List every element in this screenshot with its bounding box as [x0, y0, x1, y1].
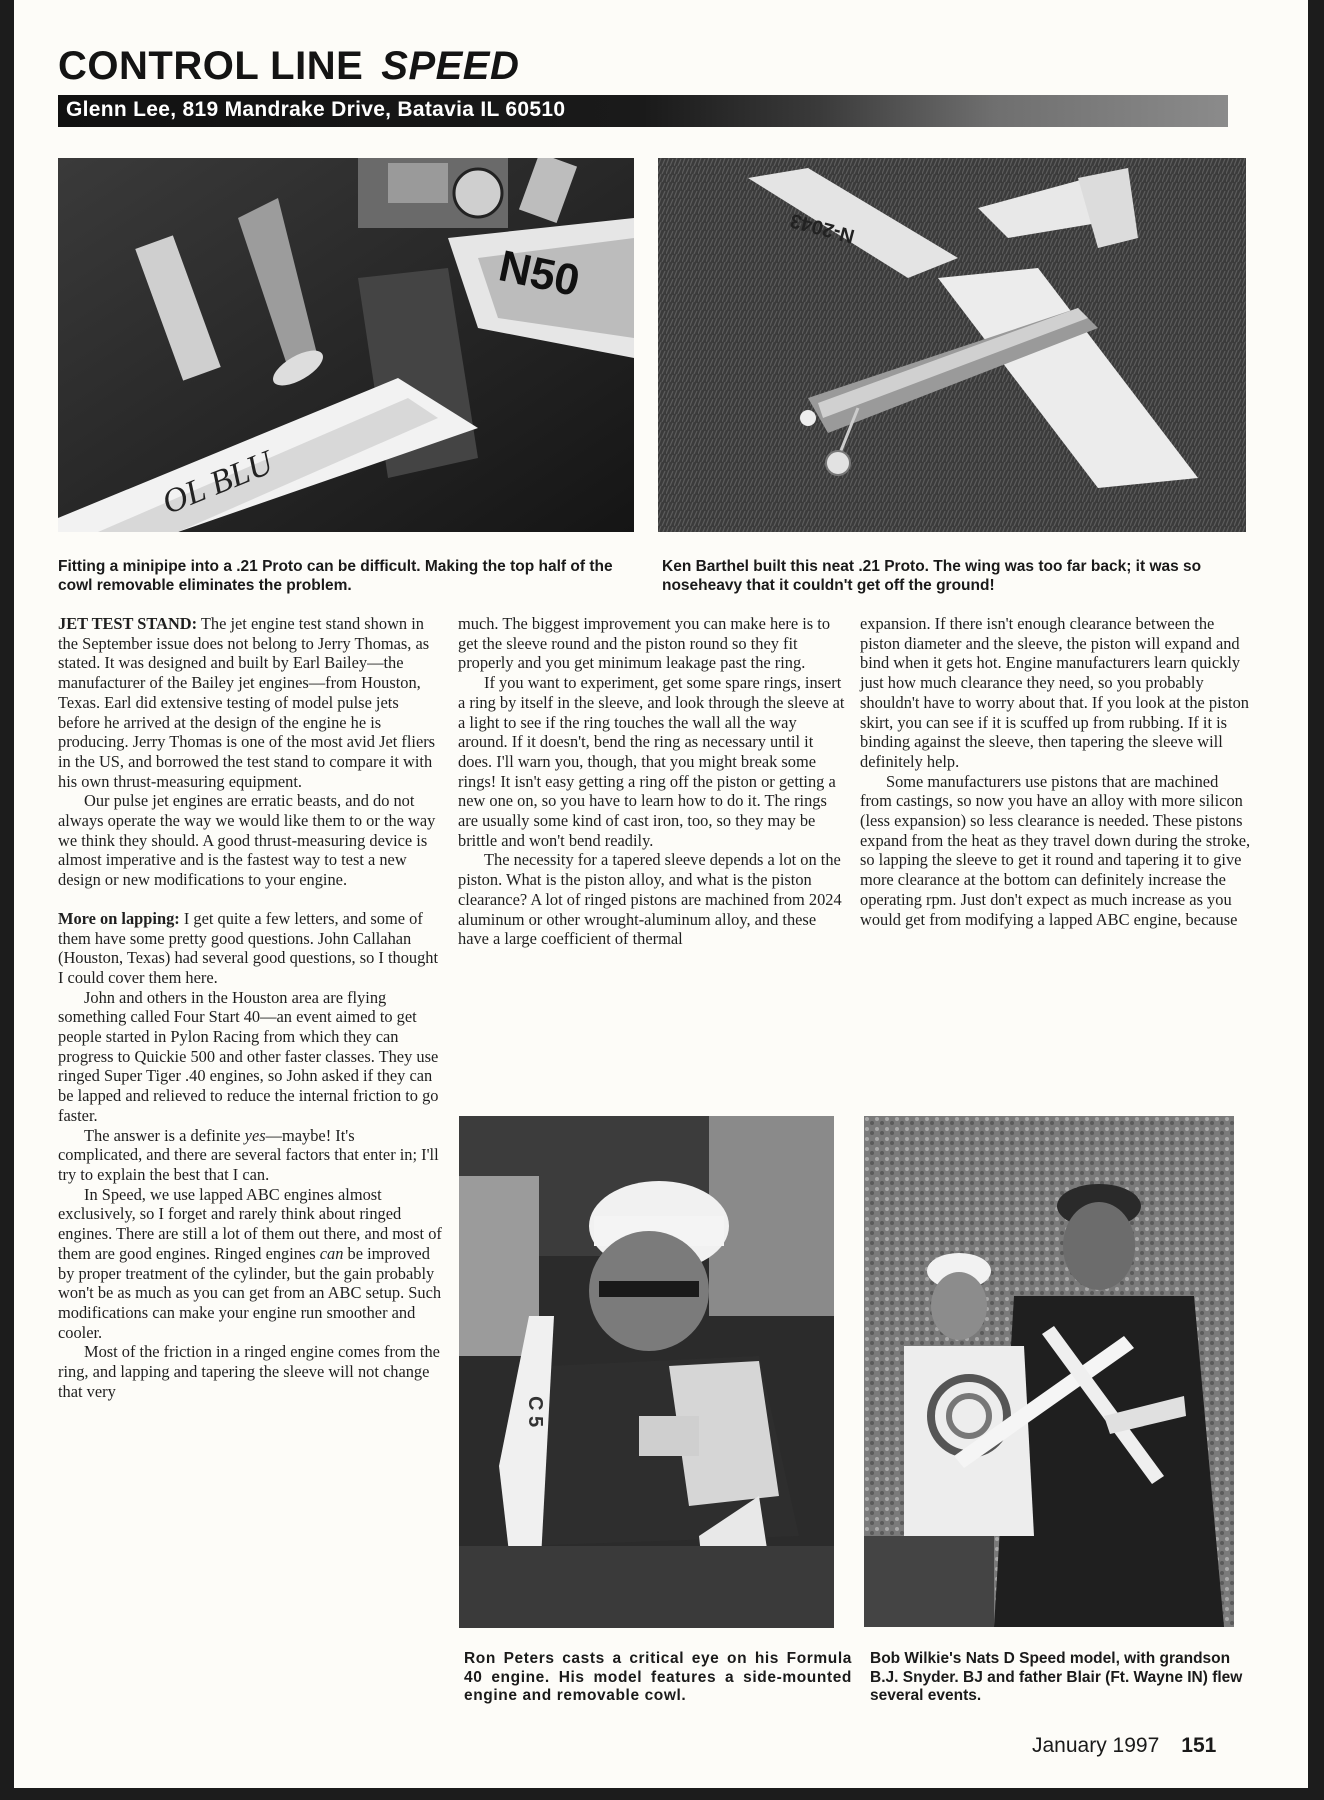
svg-text:OL BLU: OL BLU: [157, 444, 279, 522]
page-number: 151: [1181, 1734, 1217, 1757]
photo-bob-wilkie-image: [864, 1116, 1234, 1627]
svg-text:N50: N50: [494, 241, 584, 307]
title-speed: SPEED: [381, 44, 520, 88]
subhead-more-on-lapping: More on lapping:: [58, 908, 180, 928]
svg-text:C 5: C 5: [524, 1396, 546, 1428]
author-byline: Glenn Lee, 819 Mandrake Drive, Batavia IL 60510: [66, 98, 566, 121]
paragraph: In Speed, we use lapped ABC engines almost exclusively, so I forget and rarely think about ringed engines. There are still a lot of them out there, and most of them are good engines. Ringed engines can be improved by proper treatment of the cylinder, but the gain probably won't be as much as you can get from an ABC setup. Such modifications can make your engine run smoother and cooler.: [58, 1184, 442, 1342]
article-column-2: [458, 614, 850, 949]
photo-engine-cowl-image: [58, 158, 634, 532]
paragraph: If you want to experiment, get some spare rings, insert a ring by itself in the sleeve, and look through the sleeve at a light to see if the ring touches the wall all the way around. If it doesn't, bend the ring as necessary until it does. I'll warn you, though, that you might break some rings! It isn't easy getting a ring off the piston or getting a new one on, so you have to learn how to do it. The rings are usually some kind of cast iron, too, so they may be brittle and won't bend readily.: [458, 673, 845, 850]
caption-proto-on-grass: Ken Barthel built this neat .21 Proto. The wing was too far back; it was so noseheavy that it couldn't get off the ground!: [662, 558, 1202, 594]
paragraph: expansion. If there isn't enough clearance between the piston diameter and the sleeve, the piston will expand and bind when it gets hot. Engine manufacturers learn quickly just how much clearance they need, so you probably shouldn't have to worry about that. If you look at the piston skirt, you can see if it is scuffed up from rubbing. If it is binding against the sleeve, then tapering the sleeve will definitely help.: [860, 614, 1249, 771]
author-banner: [58, 95, 1228, 127]
paragraph: much. The biggest improvement you can make here is to get the sleeve round and the piston round so they fit properly and you get minimum leakage past the ring.: [458, 614, 831, 673]
photo-proto-on-grass: [658, 158, 1246, 532]
photo-proto-on-grass-image: [658, 158, 1246, 532]
caption-engine-cowl: Fitting a minipipe into a .21 Proto can be difficult. Making the top half of the cowl removable eliminates the problem.: [58, 558, 613, 594]
subhead-jet-test-stand: JET TEST STAND:: [58, 614, 198, 633]
photo-engine-cowl: [58, 158, 634, 532]
paragraph: John and others in the Houston area are flying something called Four Start 40—an event aimed to get people started in Pylon Racing from which they can progress to Quickie 500 and other faster classes. They use ringed Super Tiger .40 engines, so John asked if they can be lapped and relieved to reduce the internal friction to go faster.: [58, 987, 439, 1125]
svg-text:N-2043: N-2043: [787, 208, 857, 248]
page-footer: [1032, 1734, 1216, 1758]
issue-date: January 1997: [1032, 1734, 1160, 1757]
column-title: [58, 44, 519, 89]
paragraph: Most of the friction in a ringed engine comes from the ring, and lapping and tapering the sleeve will not change that very: [58, 1342, 440, 1401]
title-main: CONTROL LINE: [58, 44, 364, 88]
photo-ron-peters-image: [459, 1116, 834, 1628]
paragraph: Our pulse jet engines are erratic beasts, and do not always operate the way we would like them to or the way we think they should. A good thrust-measuring device is almost imperative and is the fastest way to test a new design or new modifications to your engine.: [58, 791, 436, 890]
paragraph: The answer is a definite yes—maybe! It's complicated, and there are several factors that enter in; I'll try to explain the best that I can.: [58, 1125, 439, 1184]
article-column-3: [860, 614, 1252, 929]
paragraph: The necessity for a tapered sleeve depends a lot on the piston. What is the piston alloy, and what is the piston clearance? A lot of ringed pistons are machined from 2024 aluminum or other wrought-aluminum alloy, and these have a large coefficient of thermal: [458, 850, 842, 949]
caption-bob-wilkie: Bob Wilkie's Nats D Speed model, with grandson B.J. Snyder. BJ and father Blair (Ft. Wayne IN) flew several events.: [870, 1650, 1243, 1704]
paragraph: Some manufacturers use pistons that are machined from castings, so now you have an alloy with more silicon (less expansion) so less clearance is needed. These pistons expand from the heat as they travel down during the stroke, so lapping the sleeve to get it round and tapering it to give more clearance at the bottom can definitely increase the operating rpm. Just don't expect as much increase as you would get from modifying a lapped ABC engine, because: [860, 771, 1251, 929]
paragraph: More on lapping: I get quite a few letters, and some of them have some pretty good questions. John Callahan (Houston, Texas) had several good questions, so I thought I could cover them here.: [58, 908, 439, 987]
article-column-1: [58, 614, 442, 1401]
photo-ron-peters: [459, 1116, 834, 1628]
caption-ron-peters: Ron Peters casts a critical eye on his Formula 40 engine. His model features a side-mounted engine and removable cowl.: [464, 1650, 852, 1704]
photo-bob-wilkie: [864, 1116, 1234, 1627]
magazine-page: [14, 0, 1308, 1788]
paragraph: JET TEST STAND: The jet engine test stand shown in the September issue does not belong to Jerry Thomas, as stated. It was designed and built by Earl Bailey—the manufacturer of the Bailey jet engines—from Houston, Texas. Earl did extensive testing of model pulse jets before he arrived at the design of the engine he is producing. Jerry Thomas is one of the most avid Jet fliers in the US, and borrowed the test stand to compare it with his own thrust-measuring equipment.: [58, 614, 436, 791]
